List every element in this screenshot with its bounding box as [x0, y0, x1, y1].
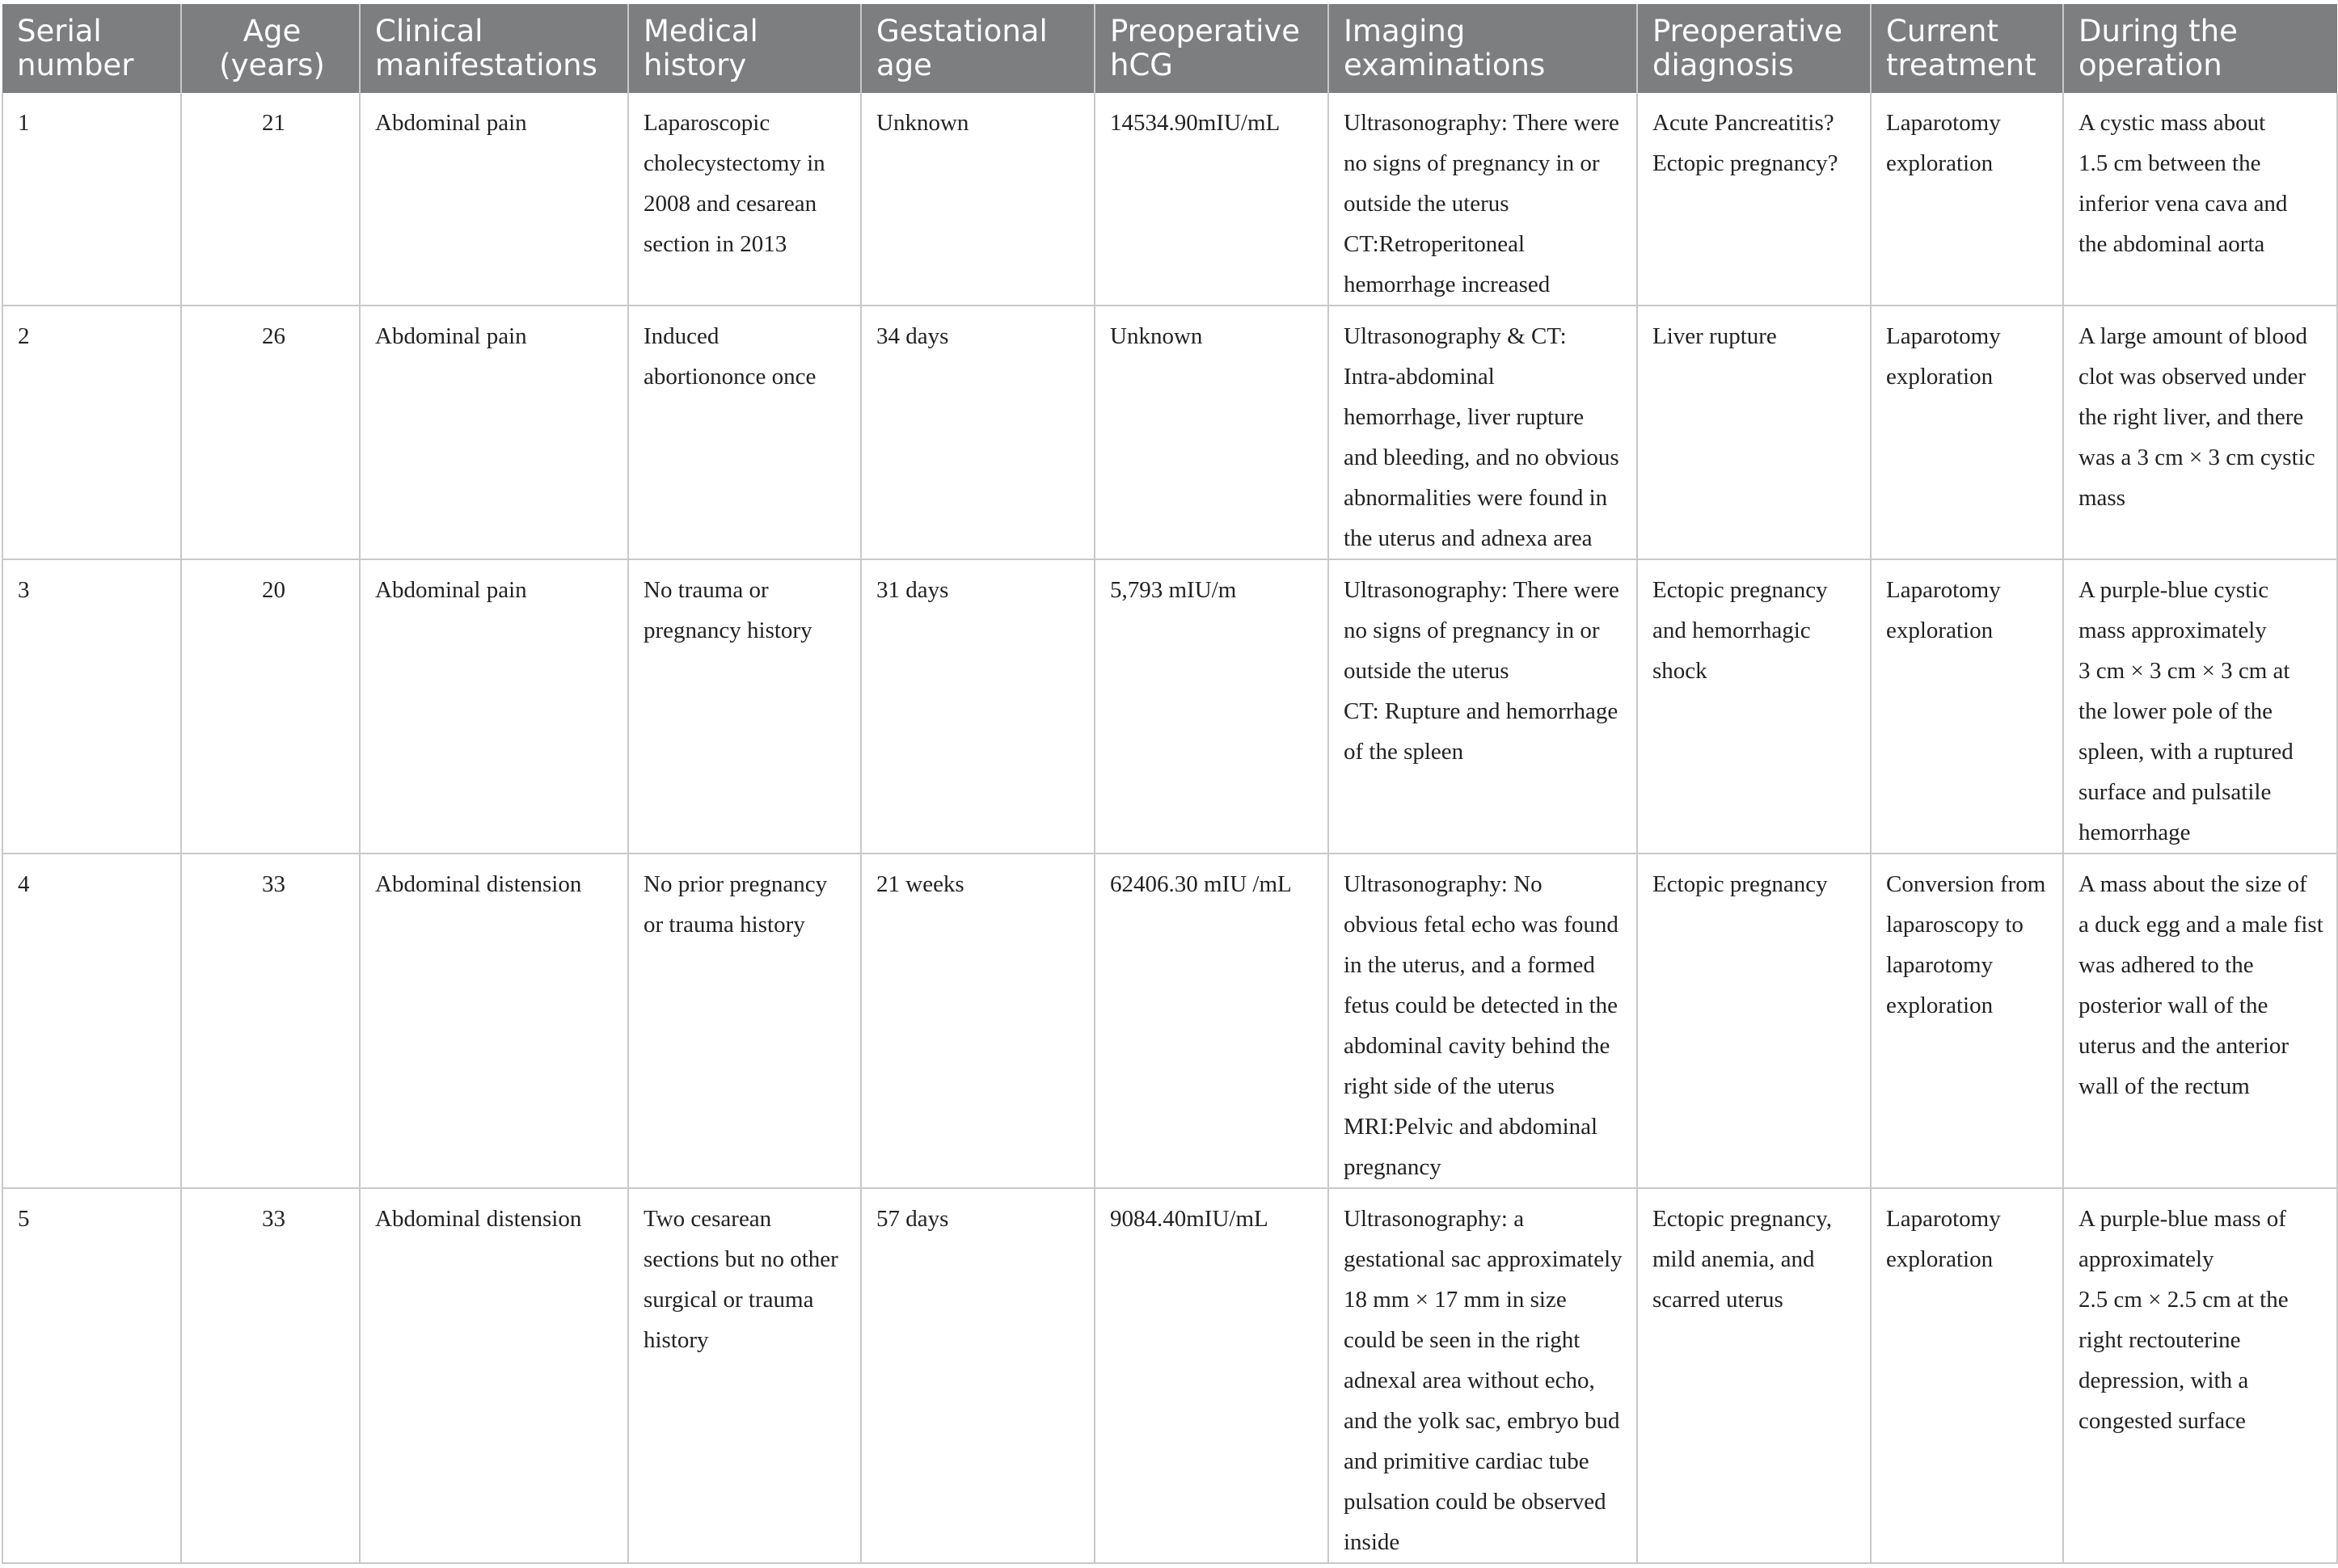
- cell-text-line: section in 2013: [644, 231, 787, 257]
- column-header-preoperative-hcg: [1095, 4, 1328, 93]
- cell-text-line: Ectopic pregnancy?: [1652, 150, 1838, 176]
- cell-text-line: No prior pregnancy: [644, 871, 828, 897]
- cell-text-line: clot was observed under: [2078, 364, 2306, 390]
- cell-imaging-examinations: [1328, 1188, 1637, 1563]
- cell-clinical-manifestations: [360, 93, 628, 306]
- cell-text-line: 2008 and cesarean: [644, 191, 817, 217]
- cell-text-line: Ectopic pregnancy: [1652, 871, 1828, 897]
- table-row: [2, 306, 2337, 559]
- cell-text-line: Abdominal distension: [375, 1206, 582, 1232]
- cell-text-line: spleen, with a ruptured: [2078, 739, 2294, 765]
- cell-text-line: abnormalities were found in: [1344, 485, 1608, 511]
- cell-text-line: inside: [1344, 1529, 1400, 1555]
- cell-text-line: Abdominal pain: [375, 110, 527, 136]
- cell-current-treatment: [1871, 1188, 2063, 1563]
- cell-text-line: hemorrhage increased: [1344, 272, 1551, 297]
- cell-text-line: and primitive cardiac tube: [1344, 1448, 1589, 1474]
- column-header-text: Serial: [17, 14, 102, 48]
- table-row: [2, 93, 2337, 306]
- column-header-clinical-manifestations: [360, 4, 628, 93]
- cell-text-line: Laparotomy: [1886, 323, 2001, 349]
- cell-text-line: right side of the uterus: [1344, 1073, 1555, 1099]
- column-header-text: Current: [1886, 14, 1998, 48]
- cell-text-line: 9084.40mIU/mL: [1110, 1206, 1268, 1232]
- cell-preoperative-hcg: [1095, 559, 1328, 854]
- cell-preoperative-diagnosis: [1637, 854, 1871, 1188]
- cell-text-line: Intra-abdominal: [1344, 364, 1495, 390]
- case-table-container: [2, 4, 2336, 1564]
- cell-text-line: pregnancy: [1344, 1154, 1441, 1180]
- cell-text-line: A purple-blue cystic: [2078, 577, 2269, 603]
- cell-medical-history: [628, 854, 861, 1188]
- cell-text-line: Ultrasonography: There were: [1344, 110, 1619, 136]
- cell-text-line: congested surface: [2078, 1408, 2246, 1434]
- cell-gestational-age: [861, 854, 1095, 1188]
- cell-text-line: CT: Rupture and hemorrhage: [1344, 698, 1618, 724]
- cell-text-line: 57 days: [876, 1206, 949, 1232]
- column-header-text: Gestational: [876, 14, 1048, 48]
- cell-age: 21: [181, 93, 360, 306]
- cell-age: 33: [181, 1188, 360, 1563]
- cell-text-line: was a 3 cm × 3 cm cystic: [2078, 445, 2315, 470]
- cell-preoperative-diagnosis: [1637, 306, 1871, 559]
- cell-text-line: mild anemia, and: [1652, 1246, 1815, 1272]
- cell-text-line: Laparotomy: [1886, 577, 2001, 603]
- cell-text-line: Liver rupture: [1652, 323, 1777, 349]
- cell-text-line: A purple-blue mass of: [2078, 1206, 2286, 1232]
- cell-text-line: could be seen in the right: [1344, 1327, 1580, 1353]
- cell-text-line: wall of the rectum: [2078, 1073, 2250, 1099]
- cell-text-line: exploration: [1886, 993, 1994, 1018]
- cell-text-line: exploration: [1886, 364, 1994, 390]
- column-header-text: number: [17, 48, 134, 82]
- cell-text-line: 1.5 cm between the: [2078, 150, 2261, 176]
- cell-text-line: 5,793 mIU/m: [1110, 577, 1237, 603]
- column-header-preoperative-diagnosis: [1637, 4, 1871, 93]
- cell-text-line: Ultrasonography: There were: [1344, 577, 1619, 603]
- cell-text-line: Laparotomy: [1886, 1206, 2001, 1232]
- column-header-text: manifestations: [375, 48, 597, 82]
- cell-text-line: A mass about the size of: [2078, 871, 2307, 897]
- cell-text-line: inferior vena cava and: [2078, 191, 2288, 217]
- cell-text-line: the right liver, and there: [2078, 404, 2304, 430]
- cell-imaging-examinations: [1328, 559, 1637, 854]
- cell-text-line: A cystic mass about: [2078, 110, 2266, 136]
- cell-text-line: depression, with a: [2078, 1368, 2249, 1393]
- cell-text-line: a duck egg and a male fist: [2078, 912, 2323, 938]
- cell-text-line: surgical or trauma: [644, 1287, 814, 1313]
- case-table: [2, 4, 2338, 1564]
- cell-preoperative-hcg: [1095, 854, 1328, 1188]
- cell-gestational-age: [861, 1188, 1095, 1563]
- column-header-during-the-operation: [2063, 4, 2337, 93]
- cell-imaging-examinations: [1328, 306, 1637, 559]
- cell-text-line: Ectopic pregnancy: [1652, 577, 1828, 603]
- cell-clinical-manifestations: [360, 1188, 628, 1563]
- column-header-text: Age: [243, 14, 302, 48]
- cell-age: 26: [181, 306, 360, 559]
- cell-text-line: Abdominal distension: [375, 871, 582, 897]
- column-header-text: Preoperative: [1110, 14, 1301, 48]
- column-header-imaging-examinations: [1328, 4, 1637, 93]
- cell-text-line: the lower pole of the: [2078, 698, 2273, 724]
- cell-text-line: 21 weeks: [876, 871, 964, 897]
- cell-gestational-age: [861, 93, 1095, 306]
- cell-text-line: the uterus and adnexa area: [1344, 525, 1593, 551]
- cell-text-line: in the uterus, and a formed: [1344, 952, 1595, 978]
- column-header-text: During the: [2078, 14, 2238, 48]
- cell-text-line: history: [644, 1327, 709, 1353]
- cell-text-line: adnexal area without echo,: [1344, 1368, 1595, 1393]
- cell-text-line: 62406.30 mIU /mL: [1110, 871, 1292, 897]
- cell-text-line: the abdominal aorta: [2078, 231, 2265, 257]
- cell-text-line: Laparoscopic: [644, 110, 770, 136]
- cell-text-line: approximately: [2078, 1246, 2214, 1272]
- cell-text-line: outside the uterus: [1344, 191, 1509, 217]
- cell-text-line: no signs of pregnancy in or: [1344, 150, 1600, 176]
- cell-text-line: Abdominal pain: [375, 323, 527, 349]
- cell-text-line: Unknown: [1110, 323, 1203, 349]
- column-header-text: operation: [2078, 48, 2222, 82]
- column-header-text: history: [644, 48, 747, 82]
- cell-text-line: exploration: [1886, 150, 1994, 176]
- column-header-current-treatment: [1871, 4, 2063, 93]
- cell-current-treatment: [1871, 854, 2063, 1188]
- cell-text-line: CT:Retroperitoneal: [1344, 231, 1526, 257]
- cell-medical-history: [628, 306, 861, 559]
- cell-text-line: A large amount of blood: [2078, 323, 2307, 349]
- cell-during-the-operation: [2063, 93, 2337, 306]
- cell-text-line: uterus and the anterior: [2078, 1033, 2289, 1059]
- cell-during-the-operation: [2063, 1188, 2337, 1563]
- cell-text-line: obvious fetal echo was found: [1344, 912, 1618, 938]
- cell-text-line: of the spleen: [1344, 739, 1464, 765]
- cell-text-line: pregnancy history: [644, 618, 812, 643]
- cell-text-line: exploration: [1886, 1246, 1994, 1272]
- cell-text-line: scarred uterus: [1652, 1287, 1783, 1313]
- cell-text-line: 18 mm × 17 mm in size: [1344, 1287, 1567, 1313]
- cell-age: 33: [181, 854, 360, 1188]
- table-row: [2, 854, 2337, 1188]
- cell-text-line: laparoscopy to: [1886, 912, 2024, 938]
- cell-current-treatment: [1871, 306, 2063, 559]
- column-header-text: diagnosis: [1652, 48, 1794, 82]
- cell-text-line: or trauma history: [644, 912, 805, 938]
- cell-gestational-age: [861, 559, 1095, 854]
- cell-preoperative-hcg: [1095, 93, 1328, 306]
- cell-serial-number: 5: [2, 1188, 181, 1563]
- cell-medical-history: [628, 93, 861, 306]
- cell-during-the-operation: [2063, 854, 2337, 1188]
- table-body: [2, 93, 2337, 1563]
- cell-text-line: and hemorrhagic: [1652, 618, 1811, 643]
- cell-clinical-manifestations: [360, 854, 628, 1188]
- column-header-text: hCG: [1110, 48, 1173, 82]
- column-header-age: [181, 4, 360, 93]
- cell-text-line: shock: [1652, 658, 1707, 684]
- cell-text-line: Conversion from: [1886, 871, 2046, 897]
- cell-current-treatment: [1871, 93, 2063, 306]
- cell-text-line: Laparotomy: [1886, 110, 2001, 136]
- cell-age: 20: [181, 559, 360, 854]
- cell-imaging-examinations: [1328, 854, 1637, 1188]
- cell-text-line: mass approximately: [2078, 618, 2267, 643]
- cell-text-line: Two cesarean: [644, 1206, 772, 1232]
- cell-text-line: Induced: [644, 323, 720, 349]
- column-header-gestational-age: [861, 4, 1095, 93]
- cell-text-line: 31 days: [876, 577, 949, 603]
- cell-text-line: Acute Pancreatitis?: [1652, 110, 1834, 136]
- cell-text-line: hemorrhage: [2078, 820, 2191, 845]
- cell-clinical-manifestations: [360, 559, 628, 854]
- cell-text-line: abortiononce once: [644, 364, 817, 390]
- cell-text-line: 34 days: [876, 323, 949, 349]
- cell-text-line: 14534.90mIU/mL: [1110, 110, 1281, 136]
- cell-text-line: Abdominal pain: [375, 577, 527, 603]
- cell-preoperative-hcg: [1095, 1188, 1328, 1563]
- cell-text-line: hemorrhage, liver rupture: [1344, 404, 1585, 430]
- cell-serial-number: 3: [2, 559, 181, 854]
- cell-text-line: MRI:Pelvic and abdominal: [1344, 1114, 1598, 1140]
- cell-text-line: laparotomy: [1886, 952, 1994, 978]
- cell-text-line: Ultrasonography: No: [1344, 871, 1542, 897]
- cell-imaging-examinations: [1328, 93, 1637, 306]
- cell-text-line: posterior wall of the: [2078, 993, 2268, 1018]
- cell-during-the-operation: [2063, 306, 2337, 559]
- column-header-medical-history: [628, 4, 861, 93]
- column-header-text: (years): [219, 48, 325, 82]
- cell-serial-number: 4: [2, 854, 181, 1188]
- cell-current-treatment: [1871, 559, 2063, 854]
- cell-text-line: surface and pulsatile: [2078, 779, 2272, 805]
- cell-text-line: outside the uterus: [1344, 658, 1509, 684]
- column-header-text: Clinical: [375, 14, 483, 48]
- cell-text-line: and bleeding, and no obvious: [1344, 445, 1619, 470]
- column-header-serial-number: [2, 4, 181, 93]
- cell-text-line: fetus could be detected in the: [1344, 993, 1618, 1018]
- cell-text-line: Ultrasonography & CT:: [1344, 323, 1567, 349]
- table-row: [2, 559, 2337, 854]
- column-header-text: Preoperative: [1652, 14, 1843, 48]
- column-header-text: treatment: [1886, 48, 2036, 82]
- cell-text-line: no signs of pregnancy in or: [1344, 618, 1600, 643]
- table-row: [2, 1188, 2337, 1563]
- cell-text-line: gestational sac approximately: [1344, 1246, 1623, 1272]
- cell-text-line: mass: [2078, 485, 2125, 511]
- cell-text-line: exploration: [1886, 618, 1994, 643]
- cell-text-line: Ectopic pregnancy,: [1652, 1206, 1832, 1232]
- column-header-text: Imaging: [1344, 14, 1466, 48]
- cell-gestational-age: [861, 306, 1095, 559]
- cell-preoperative-diagnosis: [1637, 1188, 1871, 1563]
- cell-text-line: 3 cm × 3 cm × 3 cm at: [2078, 658, 2290, 684]
- cell-text-line: Unknown: [876, 110, 969, 136]
- cell-serial-number: 2: [2, 306, 181, 559]
- cell-text-line: Ultrasonography: a: [1344, 1206, 1525, 1232]
- cell-preoperative-diagnosis: [1637, 93, 1871, 306]
- cell-serial-number: 1: [2, 93, 181, 306]
- cell-medical-history: [628, 1188, 861, 1563]
- column-header-text: examinations: [1344, 48, 1546, 82]
- cell-text-line: cholecystectomy in: [644, 150, 825, 176]
- cell-text-line: pulsation could be observed: [1344, 1489, 1606, 1515]
- cell-text-line: and the yolk sac, embryo bud: [1344, 1408, 1620, 1434]
- cell-text-line: sections but no other: [644, 1246, 838, 1272]
- cell-preoperative-diagnosis: [1637, 559, 1871, 854]
- cell-medical-history: [628, 559, 861, 854]
- column-header-text: Medical: [644, 14, 758, 48]
- cell-text-line: right rectouterine: [2078, 1327, 2241, 1353]
- column-header-text: age: [876, 48, 932, 82]
- cell-text-line: abdominal cavity behind the: [1344, 1033, 1610, 1059]
- table-header-row: [2, 4, 2337, 93]
- cell-text-line: No trauma or: [644, 577, 769, 603]
- cell-clinical-manifestations: [360, 306, 628, 559]
- cell-preoperative-hcg: [1095, 306, 1328, 559]
- cell-during-the-operation: [2063, 559, 2337, 854]
- cell-text-line: 2.5 cm × 2.5 cm at the: [2078, 1287, 2289, 1313]
- cell-text-line: was adhered to the: [2078, 952, 2254, 978]
